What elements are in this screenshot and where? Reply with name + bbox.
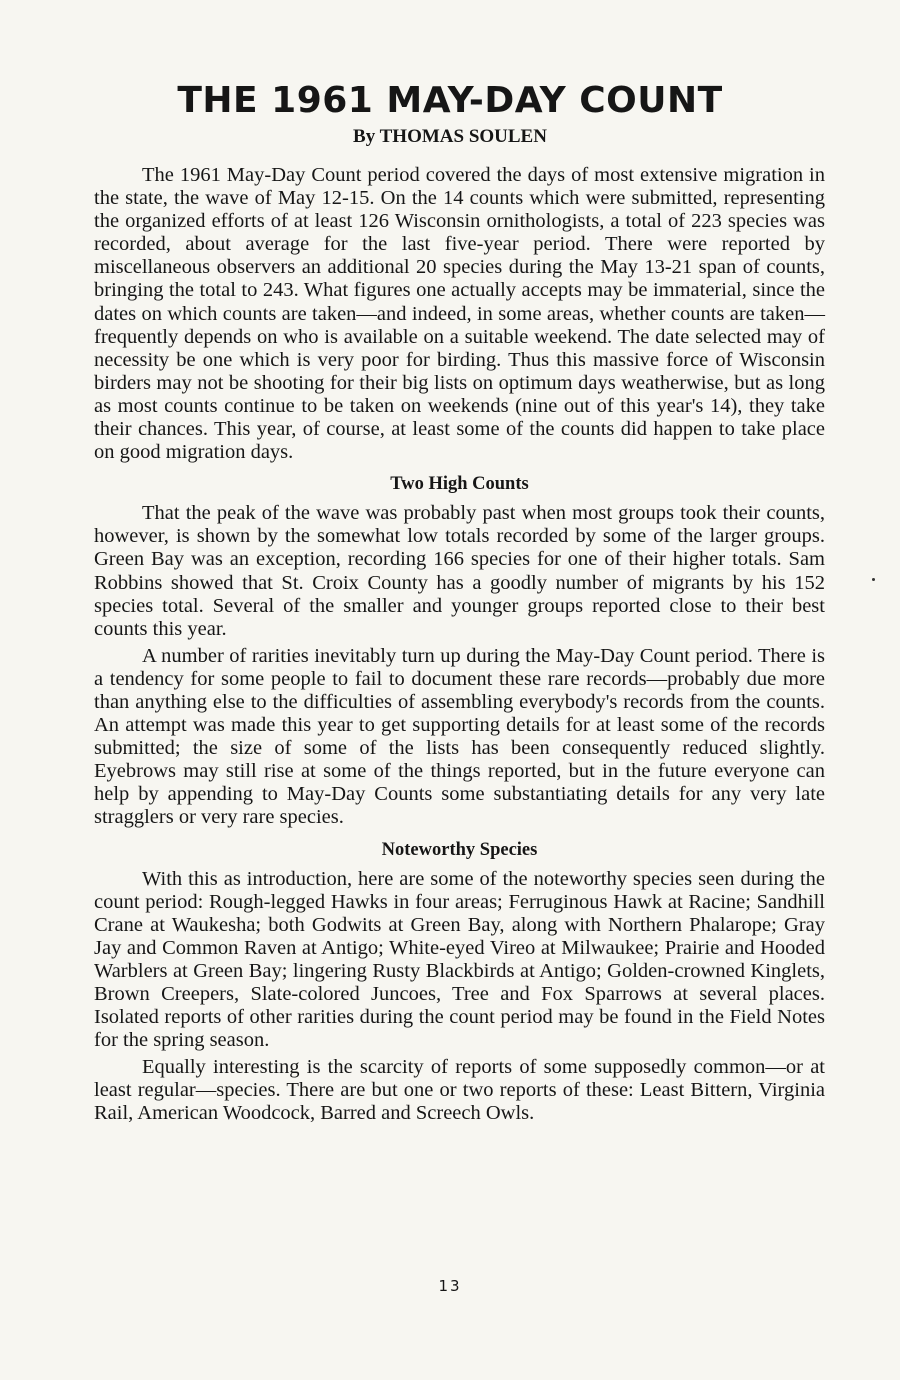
byline: By THOMAS SOULEN [353,126,547,147]
article-body [94,164,825,1126]
article-title: THE 1961 MAY-DAY COUNT [177,80,723,121]
paragraph-5: Equally interesting is the scarcity of reports of some supposedly common—or at least regular—species. There are but one or two reports of these: Least Bittern, Virginia Rail, American Woodcock, Barred and Screech Owls. [94,1056,825,1125]
paragraph-1: The 1961 May-Day Count period covered the days of most extensive migration in the state, the wave of May 12-15. On the 14 counts which were submitted, representing the organized efforts of at least 126 Wisconsin ornithologists, a total of 223 species was recorded, about average for the last five-year period. There were reported by miscellaneous observers an additional 20 species during the May 13-21 span of counts, bringing the total to 243. What figures one actually accepts may be immaterial, since the dates on which counts are taken—and indeed, in some areas, whether counts are taken—frequently depends on who is available on a suitable weekend. The date selected may of necessity be one which is very poor for birding. Thus this massive force of Wisconsin birders may not be shooting for their big lists on optimum days weatherwise, but as long as most counts continue to be taken on weekends (nine out of this year's 14), they take their chances. This year, of course, at least some of the counts did happen to take place on good migration days. [94,164,825,464]
section-heading-noteworthy-species: Noteworthy Species [381,839,538,860]
page-number: 13 [438,1277,462,1295]
print-speck [872,578,875,581]
paragraph-4: With this as introduction, here are some of the noteworthy species seen during the count period: Rough-legged Hawks in four areas; Ferruginous Hawk at Racine; Sandhill Crane at Waukesha; both Godwits at Green Bay, along with Northern Phalarope; Gray Jay and Common Raven at Antigo; White-eyed Vireo at Milwaukee; Prairie and Hooded Warblers at Green Bay; lingering Rusty Blackbirds at Antigo; Golden-crowned Kinglets, Brown Creepers, Slate-colored Juncoes, Tree and Fox Sparrows at several places. Isolated reports of other rarities during the count period may be found in the Field Notes for the spring season. [94,867,825,1052]
section-heading-two-high-counts: Two High Counts [390,474,529,495]
paragraph-3: A number of rarities inevitably turn up during the May-Day Count period. There is a tendency for some people to fail to document these rare records—probably due more than anything else to the difficulties of assembling everybody's records from the counts. An attempt was made this year to get supporting details for at least some of the records submitted; the size of some of the lists has been consequently reduced slightly. Eyebrows may still rise at some of the things reported, but in the future everyone can help by appending to May-Day Counts some substantiating details for any very late stragglers or very rare species. [94,644,825,829]
paragraph-2: That the peak of the wave was probably past when most groups took their counts, however, is shown by the somewhat low totals recorded by some of the larger groups. Green Bay was an exception, recording 166 species for one of their higher totals. Sam Robbins showed that St. Croix County has a goodly number of migrants by his 152 species total. Several of the smaller and younger groups reported close to their best counts this year. [94,502,825,640]
